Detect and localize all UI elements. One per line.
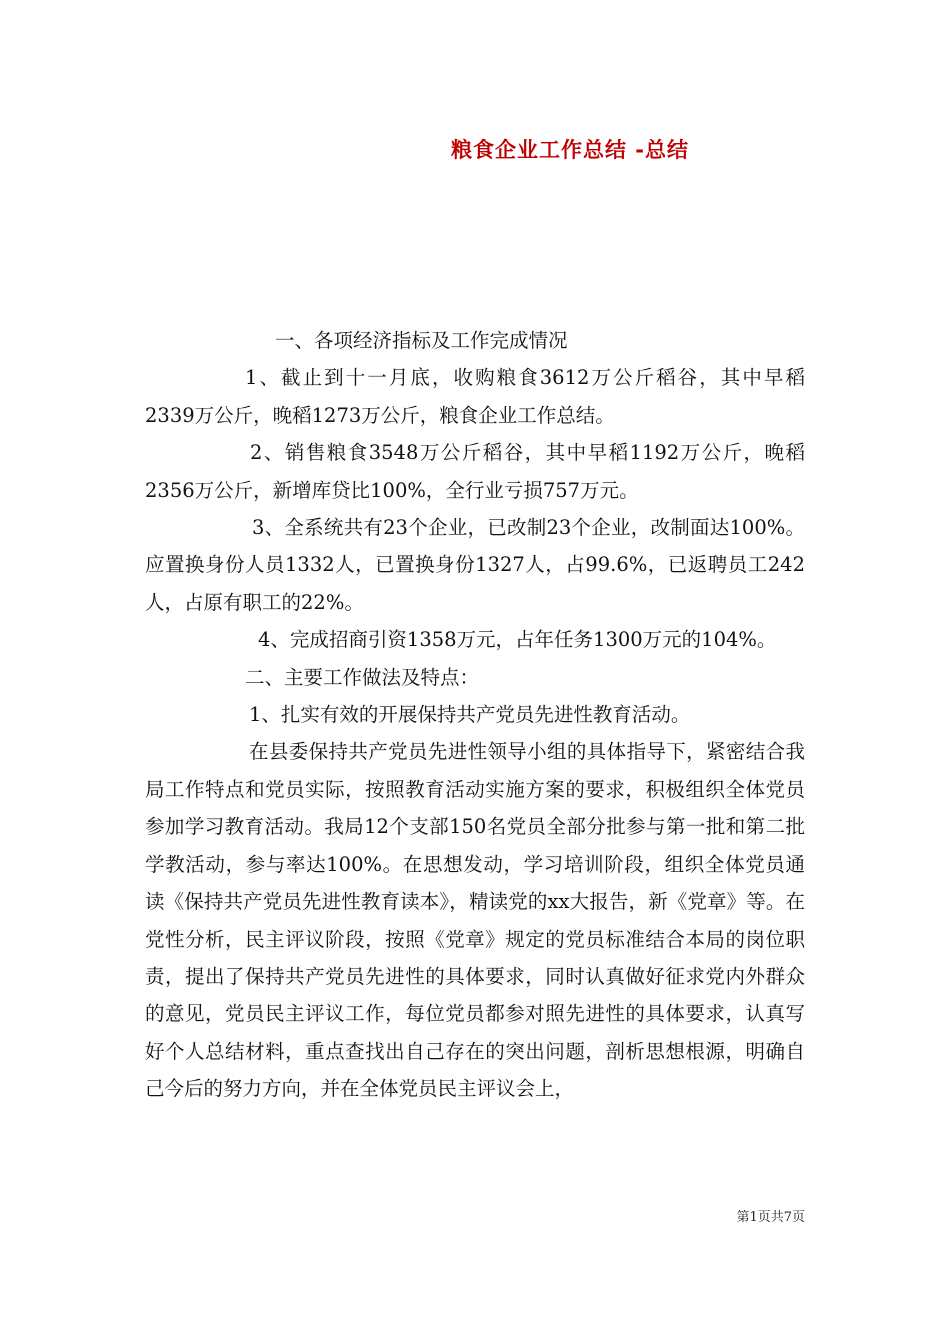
paragraph-item-4: 4、完成招商引资1358万元，占年任务1300万元的104%。 (258, 628, 777, 652)
page-number-footer: 第1页共7页 (736, 1210, 805, 1225)
paragraph-body: 在县委保持共产党员先进性领导小组的具体指导下，紧密结合我局工作特点和党员实际，按照教育活动实施方案的要求，积极组织全体党员参加学习教育活动。我局12个支部150名党员全部分批参与第一批和第二批学教活动，参与率达100%。在思想发动，学习培训阶段，组织全体党员通读《保持共产党员先进性教育读本》，精读党的xx大报告，新《党章》等。在党性分析，民主评议阶段，按照《党章》规定的党员标准结合本局的岗位职责，提出了保持共产党员先进性的具体要求，同时认真做好征求党内外群众的意见，党员民主评议工作，每位党员都参对照先进性的具体要求，认真写好个人总结材料，重点查找出自己存在的突出问题，剖析思想根源，明确自己今后的努力方向，并在全体党员民主评议会上， (145, 740, 805, 1101)
paragraph-item-1: 1、截止到十一月底，收购粮食3612万公斤稻谷，其中早稻2339万公斤，晚稻1273万公斤，粮食企业工作总结。 (145, 366, 805, 427)
document-body (145, 322, 805, 1108)
section-heading-2: 二、主要工作做法及特点： (245, 665, 480, 689)
document-title: 粮食企业工作总结 -总结 (450, 138, 690, 162)
subsection-heading-1: 1、扎实有效的开展保持共产党员先进性教育活动。 (249, 703, 691, 727)
paragraph-item-2: 2、销售粮食3548万公斤稻谷，其中早稻1192万公斤，晚稻2356万公斤，新增库贷比100%，全行业亏损757万元。 (145, 441, 805, 502)
paragraph-item-3: 3、全系统共有23个企业，已改制23个企业，改制面达100%。应置换身份人员1332人，已置换身份1327人，占99.6%，已返聘员工242人，占原有职工的22%。 (145, 516, 805, 614)
section-heading-1: 一、各项经济指标及工作完成情况 (275, 329, 568, 352)
